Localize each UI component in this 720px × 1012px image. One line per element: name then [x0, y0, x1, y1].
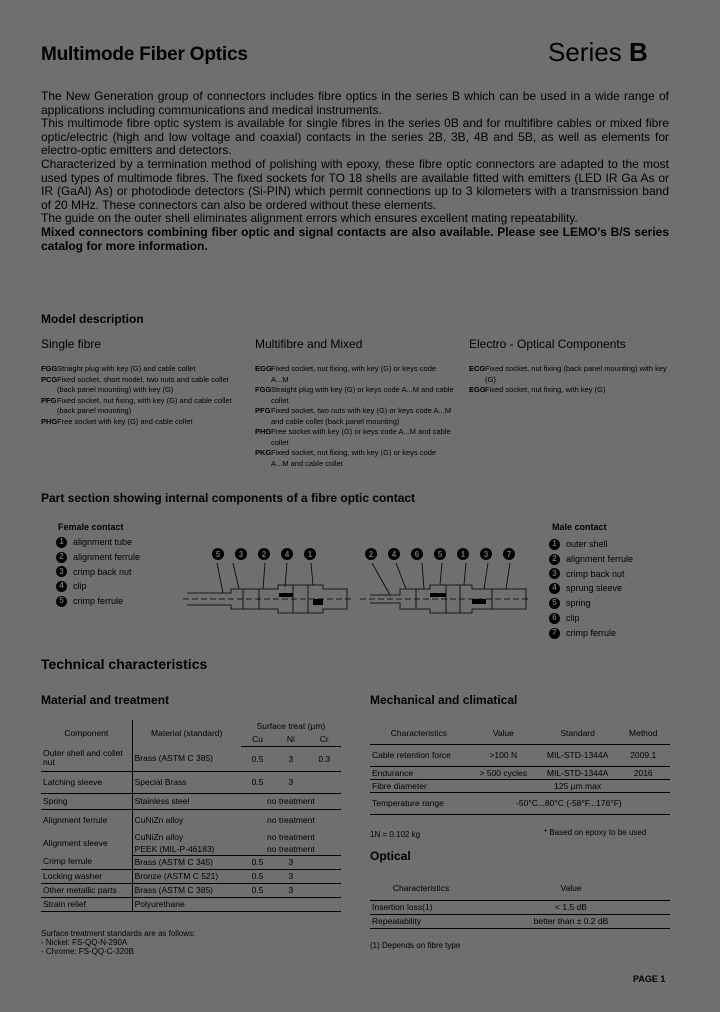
mechanical-table	[370, 722, 670, 815]
callout-badge: 4	[388, 548, 400, 560]
cell: 0.5	[241, 855, 274, 869]
part-label: clip	[73, 581, 87, 592]
part-label: crimp ferrule	[566, 627, 617, 638]
number-badge: 2	[56, 552, 67, 563]
cell: CuNiZn alloy	[132, 809, 241, 831]
series-label	[548, 37, 648, 68]
table-row	[41, 793, 341, 809]
optical-title: Optical	[370, 849, 411, 863]
cell: Other metallic parts	[41, 883, 132, 897]
model-item	[469, 364, 669, 385]
cell: PEEK (MIL-P-46183)	[132, 843, 241, 855]
model-col-heading: Multifibre and Mixed	[255, 337, 363, 351]
footnote-line: Surface treatment standards are as follows:	[41, 929, 196, 938]
list-item	[549, 567, 633, 582]
cell: Insertion loss(1)	[370, 900, 472, 914]
model-desc: Free socket with key (G) or keys code A...M and cable collet	[271, 427, 451, 447]
cell: Temperature range	[370, 792, 468, 814]
model-code: EGG	[469, 385, 486, 394]
cell: Fibre diameter	[370, 779, 468, 792]
model-code: PCG	[41, 374, 58, 384]
number-badge: 1	[56, 537, 67, 548]
col-header: Component	[64, 727, 109, 738]
number-badge: 2	[549, 554, 560, 565]
cell: 125 µm max	[539, 779, 617, 792]
cell: < 1.5 dB	[472, 900, 670, 914]
callout-badge: 3	[480, 548, 492, 560]
cell: 2009.1	[616, 744, 670, 766]
col-header: Characteristics	[370, 722, 468, 744]
model-desc: Fixed socket, nut fixing, with key (G) and cable collet (back panel mounting)	[57, 395, 232, 415]
cell: no treatment	[241, 843, 341, 855]
list-item	[549, 596, 633, 611]
cell: CuNiZn alloy	[132, 831, 241, 843]
part-label: alignment tube	[73, 537, 133, 547]
cell	[468, 779, 539, 792]
table-row	[370, 792, 670, 814]
part-label: crimp back nut	[73, 566, 132, 577]
optical-note: (1) Depends on fibre type	[370, 941, 461, 950]
table-row	[41, 771, 341, 793]
col-header: Characteristics	[370, 876, 472, 900]
part-label: outer shell	[566, 539, 608, 549]
footnote-line: - Chrome: FS-QQ-C-320B	[41, 947, 134, 956]
table-row	[370, 744, 670, 766]
intro-paragraph: The guide on the outer shell eliminates alignment errors which ensures excellent mating repeatability.	[41, 211, 578, 226]
model-desc: Fixed socket, short model, two nuts and cable collet (back panel mounting) with key (G)	[57, 374, 229, 394]
table-row	[41, 746, 341, 771]
mechanical-note-right: * Based on epoxy to be used	[544, 828, 647, 837]
part-label: alignment ferrule	[566, 553, 634, 564]
table-row	[41, 897, 341, 911]
model-item	[41, 396, 241, 417]
cell: 0.5	[241, 869, 274, 883]
col-header: Method	[616, 722, 670, 744]
cell	[308, 897, 341, 911]
intro-text	[41, 90, 669, 253]
optical-table	[370, 876, 670, 929]
model-item	[255, 448, 455, 469]
number-badge: 5	[549, 598, 560, 609]
material-table	[41, 720, 341, 912]
model-desc: Fixed socket, nut fixing, with key (G) or keys code A...M and cable collet	[271, 448, 437, 468]
cell: Brass (ASTM C 345)	[132, 855, 241, 869]
male-contact-list	[549, 537, 633, 641]
part-label: crimp ferrule	[73, 596, 124, 607]
callout-badge: 2	[365, 548, 377, 560]
col-header: Surface treat (µm)	[256, 721, 326, 731]
list-item	[56, 535, 140, 550]
material-title: Material and treatment	[41, 693, 170, 707]
list-item	[56, 594, 140, 609]
list-item	[549, 581, 633, 596]
cell	[308, 771, 341, 793]
model-desc: Fixed socket, two nuts with key (G) or keys code A...M and cable collet (back panel mounting)	[271, 406, 452, 426]
number-badge: 3	[549, 568, 560, 579]
cell: Stainless steel	[132, 793, 241, 809]
female-callout-row	[212, 548, 322, 560]
table-row	[370, 766, 670, 779]
model-item	[41, 364, 241, 375]
cell	[308, 883, 341, 897]
series-prefix: Series	[548, 37, 622, 67]
callout-badge: 2	[258, 548, 270, 560]
cell: > 500 cycles	[468, 766, 539, 779]
cell	[241, 897, 274, 911]
page-number: PAGE 1	[633, 974, 666, 984]
model-desc: Fixed socket, nut fixing, with key (G)	[485, 385, 606, 394]
model-item	[41, 417, 241, 428]
callout-badge: 1	[457, 548, 469, 560]
cell: 0.5	[241, 883, 274, 897]
part-label: alignment ferrule	[73, 551, 141, 562]
page-title: Multimode Fiber Optics	[41, 44, 248, 65]
intro-bold-note: Mixed connectors combining fiber optic and signal contacts are also available. Please see LEMO's B/S series catalog for more information.	[41, 224, 669, 253]
list-item	[549, 611, 633, 626]
model-code: PHG	[255, 427, 272, 436]
cell: Alignment sleeve	[43, 837, 108, 848]
model-list-single	[41, 364, 241, 427]
callout-badge: 5	[434, 548, 446, 560]
model-desc: Fixed socket, nut fixing, with key (G) or keys code A...M	[271, 364, 437, 384]
table-row	[370, 900, 670, 914]
model-desc: Free socket with key (G) and cable collet	[57, 416, 193, 426]
model-code: EGG	[255, 364, 272, 373]
model-desc: Straight plug with key (G) and cable collet	[57, 364, 196, 373]
number-badge: 7	[549, 628, 560, 639]
callout-badge: 3	[235, 548, 247, 560]
callout-badge: 4	[281, 548, 293, 560]
female-contact-list	[56, 535, 140, 609]
cell: Crimp ferrule	[41, 855, 132, 869]
model-code: FGG	[41, 364, 58, 373]
female-contact-title: Female contact	[58, 522, 124, 532]
technical-title: Technical characteristics	[41, 656, 208, 672]
sub-header: Ni	[274, 732, 307, 746]
intro-paragraph: The New Generation group of connectors includes fibre optics in the series B which can be used in a wide range of applications including communications and medical instruments.	[41, 89, 669, 117]
cell: 0.5	[241, 746, 274, 771]
sub-header: Cu	[241, 732, 274, 746]
model-code: PFG	[255, 406, 271, 415]
cell: -50°C...80°C (-58°F...176°F)	[468, 792, 670, 814]
female-contact-drawing	[183, 563, 351, 623]
model-item	[255, 385, 455, 406]
series-letter: B	[628, 37, 648, 67]
table-row	[41, 869, 341, 883]
model-code: PKG	[255, 448, 272, 457]
cell: no treatment	[241, 793, 341, 809]
cell: no treatment	[267, 815, 315, 826]
part-section-title: Part section showing internal components of a fibre optic contact	[41, 491, 416, 505]
part-label: sprung sleeve	[566, 583, 623, 594]
cell: better than ± 0.2 dB	[472, 914, 670, 928]
model-desc: Straight plug with key (G) or keys code A...M and cable collet	[271, 385, 454, 405]
male-contact-drawing	[360, 563, 530, 623]
list-item	[549, 552, 633, 567]
sub-header: Cr	[308, 732, 341, 746]
part-label: crimp back nut	[566, 568, 625, 579]
table-row	[41, 855, 341, 869]
model-code: PHG	[41, 416, 58, 426]
table-row	[370, 779, 670, 792]
cell: Brass (ASTM C 385)	[132, 746, 241, 771]
cell: Polyurethane	[132, 897, 241, 911]
callout-badge: 6	[411, 548, 423, 560]
callout-badge: 1	[304, 548, 316, 560]
male-contact-title: Male contact	[552, 522, 607, 532]
mechanical-note-left: 1N = 0.102 kg	[370, 830, 421, 839]
cell: 3	[274, 869, 307, 883]
cell: 3	[274, 855, 307, 869]
model-code: FGG	[255, 385, 272, 394]
cell	[616, 779, 670, 792]
col-header: Material (standard)	[132, 720, 241, 746]
cell: Special Brass	[132, 771, 241, 793]
model-description-title: Model description	[41, 312, 144, 326]
cell: Cable retention force	[370, 744, 468, 766]
cell: no treatment	[267, 832, 315, 842]
cell: Endurance	[370, 766, 468, 779]
model-col-heading: Single fibre	[41, 337, 102, 351]
cell	[274, 897, 307, 911]
model-list-multi	[255, 364, 455, 469]
mechanical-title: Mechanical and climatical	[370, 693, 518, 707]
model-item	[255, 364, 455, 385]
material-footnote	[41, 929, 195, 956]
number-badge: 4	[549, 583, 560, 594]
callout-badge: 7	[503, 548, 515, 560]
cell	[308, 855, 341, 869]
callout-badge: 5	[212, 548, 224, 560]
list-item	[56, 550, 140, 565]
footnote-line: - Nickel: FS-QQ-N-290A	[41, 938, 128, 947]
model-item	[255, 427, 455, 448]
cell: MIL-STD-1344A	[539, 744, 617, 766]
number-badge: 6	[549, 613, 560, 624]
male-callout-row	[365, 548, 521, 560]
list-item	[549, 537, 633, 552]
cell: MIL-STD-1344A	[539, 766, 617, 779]
cell: Brass (ASTM C 385)	[132, 883, 241, 897]
cell: Repeatability	[370, 914, 472, 928]
cell: 0.3	[308, 746, 341, 771]
table-row	[41, 809, 341, 831]
col-header: Standard	[539, 722, 617, 744]
part-label: spring	[566, 598, 591, 609]
cell: Bronze (ASTM C 521)	[132, 869, 241, 883]
model-item	[255, 406, 455, 427]
number-badge: 5	[56, 596, 67, 607]
number-badge: 3	[56, 566, 67, 577]
cell: Alignment ferrule	[43, 814, 108, 825]
model-item	[469, 385, 669, 396]
model-desc: Fixed socket, nut fixing (back panel mounting) with key (G)	[485, 364, 667, 384]
cell	[308, 869, 341, 883]
model-col-heading: Electro - Optical Components	[469, 337, 626, 351]
table-row	[41, 883, 341, 897]
table-row	[41, 831, 341, 843]
cell: 3	[274, 883, 307, 897]
cell: 3	[274, 771, 307, 793]
list-item	[549, 626, 633, 641]
cell: Locking washer	[41, 869, 132, 883]
cell: 0.5	[241, 771, 274, 793]
cell: 3	[274, 746, 307, 771]
number-badge: 4	[56, 581, 67, 592]
cell: Latching sleeve	[41, 771, 132, 793]
cell: Strain relief	[41, 897, 132, 911]
model-code: PFG	[41, 395, 57, 405]
model-list-electro	[469, 364, 669, 396]
list-item	[56, 565, 140, 580]
table-row	[370, 914, 670, 928]
cell: Spring	[41, 793, 132, 809]
cell: 2016	[616, 766, 670, 779]
part-label: clip	[566, 612, 580, 623]
col-header: Value	[472, 876, 670, 900]
list-item	[56, 579, 140, 594]
intro-paragraph: Characterized by a termination method of polishing with epoxy, these fibre optic connectors are adapted to the most used types of multimode fibres. The fixed sockets for TO 18 shells are available fitted with emitters (LED IR Ga As or IR (GaAl) As) or photodiode detectors (Si-PIN) which permit connections up to 3 kilometers with a transmission band of 20 MHz. These connectors can also be ordered without these elements.	[41, 156, 669, 212]
number-badge: 1	[549, 539, 560, 550]
model-code: ECG	[469, 364, 486, 373]
cell: Outer shell and collet nut	[41, 746, 132, 771]
model-item	[41, 375, 241, 396]
cell: >100 N	[468, 744, 539, 766]
col-header: Value	[468, 722, 539, 744]
intro-paragraph: This multimode fibre optic system is available for single fibres in the series 0B and for multifibre cables or mixed fibre optic/electric (high and low voltage and coaxial) contacts in the series 2B, 3B, 4B and 5B, as well as elements for electro-optic emitters and detectors.	[41, 116, 669, 158]
